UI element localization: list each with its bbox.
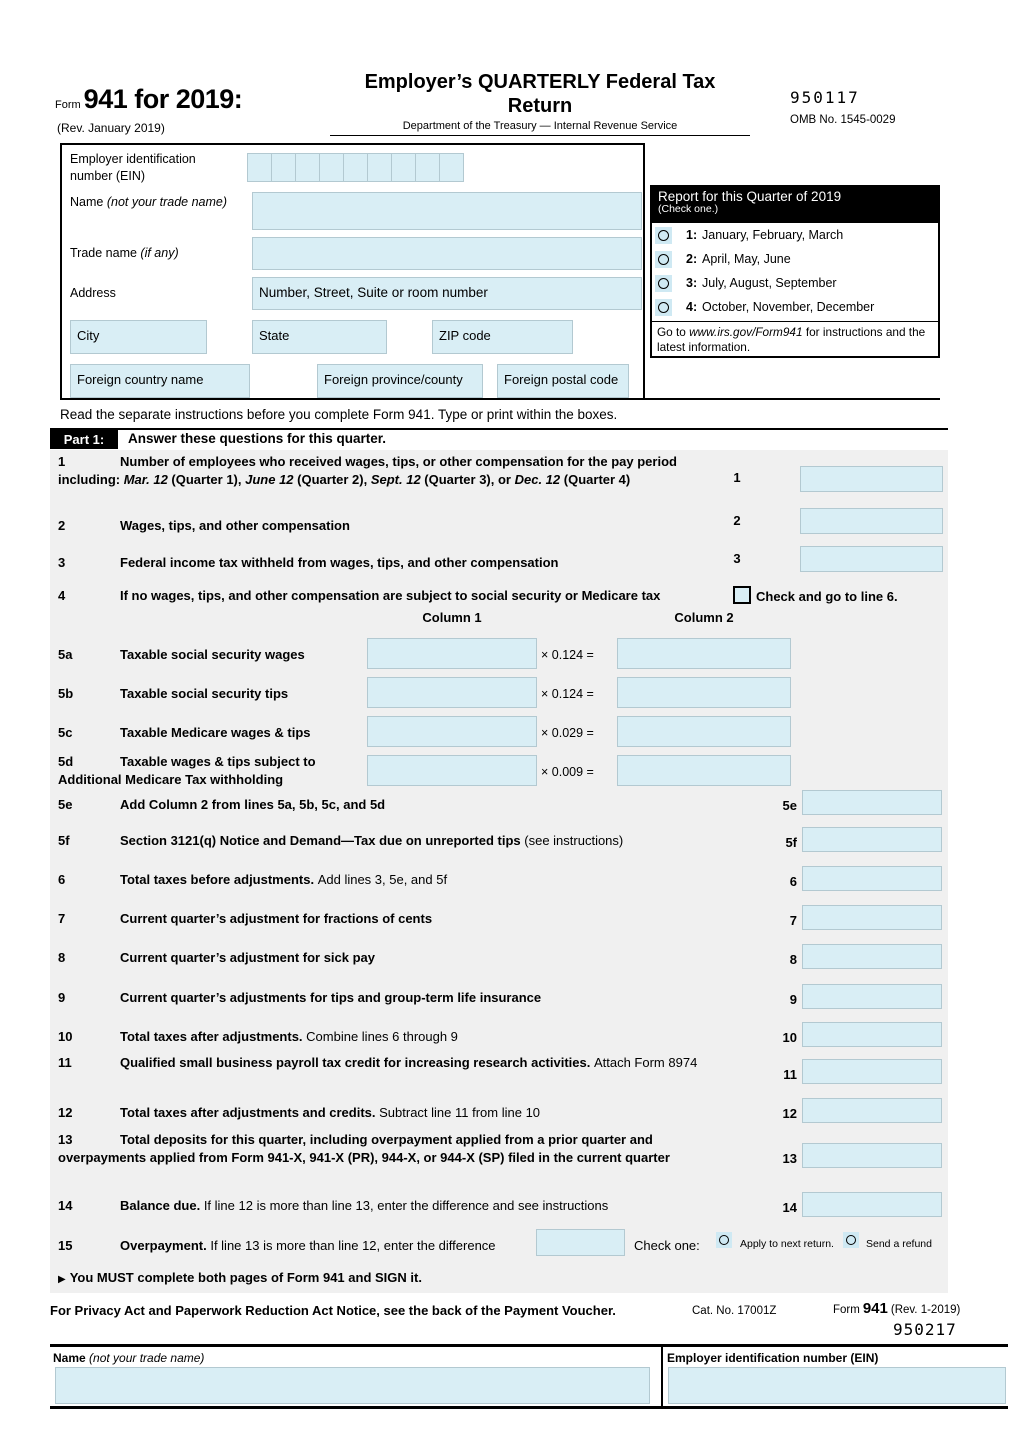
line3-label: 3 Federal income tax withheld from wages, tips, and other compensation	[58, 555, 559, 570]
line8-number: 8	[789, 952, 797, 967]
line10-label: 10 Total taxes after adjustments. Combine lines 6 through 9	[58, 1029, 458, 1044]
line11-number: 11	[783, 1067, 797, 1082]
read-instructions-line: Read the separate instructions before you complete Form 941. Type or print within the boxes.	[60, 407, 618, 422]
line15-option2-label: Send a refund	[866, 1238, 932, 1250]
line5f-label: 5f Section 3121(q) Notice and Demand—Tax due on unreported tips (see instructions)	[58, 833, 624, 848]
part1-top-rule	[50, 428, 948, 430]
line6-label: 6 Total taxes before adjustments. Add lines 3, 5e, and 5f	[58, 872, 448, 887]
irs-url[interactable]: www.irs.gov/Form941	[689, 325, 803, 339]
line3-number: 3	[733, 551, 741, 566]
radio-circle-icon[interactable]	[716, 1232, 732, 1248]
quarter-option-3[interactable]: 3: July, August, September	[652, 273, 938, 297]
radio-circle-icon[interactable]	[655, 251, 672, 268]
line4-check-label: Check and go to line 6.	[756, 589, 898, 604]
radio-circle-icon[interactable]	[655, 299, 672, 316]
page-title: Employer’s QUARTERLY Federal Tax Return	[364, 71, 716, 117]
column1-header: Column 1	[422, 610, 482, 625]
revision-date: (Rev. January 2019)	[57, 121, 165, 135]
address-input[interactable]	[252, 277, 642, 310]
line5c-label: 5c Taxable Medicare wages & tips	[58, 725, 311, 740]
radio-circle-icon[interactable]	[843, 1232, 859, 1248]
line12-number: 12	[782, 1106, 797, 1121]
line5d-col2-input[interactable]	[617, 755, 791, 786]
line12-label: 12 Total taxes after adjustments and credits. Subtract line 11 from line 10	[58, 1105, 541, 1120]
bottom-strip-bottom-rule	[50, 1406, 1008, 1409]
line13-label: 13 Total deposits for this quarter, including overpayment applied from a prior quarter and overpayments applied from Form 941-X, 941-X (PR), 944-X, or 944-X (SP) filed in the current quarter	[58, 1132, 670, 1165]
address-label: Address	[70, 286, 116, 300]
line5a-col2-input[interactable]	[617, 638, 791, 669]
line5d-col1-input[interactable]	[367, 755, 537, 786]
line7-label: 7 Current quarter’s adjustment for fractions of cents	[58, 911, 433, 926]
line3-input[interactable]	[800, 546, 943, 572]
line10-number: 10	[782, 1030, 797, 1045]
ein-digit-box[interactable]	[367, 153, 392, 182]
department-line: Department of the Treasury — Internal Revenue Service	[330, 120, 750, 136]
line6-number: 6	[789, 874, 797, 889]
line11-label: 11 Qualified small business payroll tax credit for increasing research activities. Attach Form 8974	[58, 1055, 698, 1070]
line5a-label: 5a Taxable social security wages	[58, 647, 305, 662]
line10-input[interactable]	[802, 1022, 942, 1047]
line12-input[interactable]	[802, 1098, 942, 1123]
line15-check-one-label: Check one:	[634, 1238, 700, 1253]
line5b-col2-input[interactable]	[617, 677, 791, 708]
name-label: Name (not your trade name)	[70, 195, 228, 209]
line11-input[interactable]	[802, 1059, 942, 1084]
zip-input[interactable]: ZIP code	[432, 320, 573, 354]
bottom-name-input[interactable]	[55, 1367, 650, 1404]
line14-input[interactable]	[802, 1192, 942, 1217]
line7-input[interactable]	[802, 905, 942, 930]
part1-label: Part 1:	[50, 430, 118, 449]
ein-digit-box[interactable]	[343, 153, 368, 182]
ein-label: Employer identification number (EIN)	[70, 152, 196, 183]
foreign-province-input[interactable]: Foreign province/county	[317, 364, 483, 398]
radio-circle-icon[interactable]	[655, 275, 672, 292]
line5e-number: 5e	[782, 798, 797, 813]
ocr-code-bottom: 950217	[893, 1320, 957, 1339]
quarter-panel-header: Report for this Quarter of 2019 (Check one.)	[652, 187, 938, 223]
line13-input[interactable]	[802, 1143, 942, 1168]
address-placeholder: Number, Street, Suite or room number	[259, 285, 488, 300]
quarter-panel-footer: Go to www.irs.gov/Form941 for instructions and the latest information.	[652, 321, 938, 359]
line15-input[interactable]	[536, 1229, 625, 1256]
line5e-label: 5e Add Column 2 from lines 5a, 5b, 5c, and 5d	[58, 797, 386, 812]
column2-header: Column 2	[674, 610, 734, 625]
line13-number: 13	[782, 1151, 797, 1166]
form-footer-id: Form 941 (Rev. 1-2019)	[833, 1300, 961, 1317]
quarter-option-4[interactable]: 4: October, November, December	[652, 297, 938, 321]
employer-info-box	[60, 143, 645, 400]
ein-digit-box[interactable]	[319, 153, 344, 182]
line5b-label: 5b Taxable social security tips	[58, 686, 289, 701]
line4-checkbox-icon[interactable]	[733, 586, 751, 604]
line5a-col1-input[interactable]	[367, 638, 537, 669]
trade-name-label: Trade name (if any)	[70, 246, 179, 260]
line5e-input[interactable]	[802, 790, 942, 815]
line5f-input[interactable]	[802, 827, 942, 852]
line7-number: 7	[789, 913, 797, 928]
line9-label: 9 Current quarter’s adjustments for tips and group-term life insurance	[58, 990, 542, 1005]
line5b-col1-input[interactable]	[367, 677, 537, 708]
line8-input[interactable]	[802, 944, 942, 969]
bottom-name-label: Name (not your trade name)	[53, 1351, 205, 1365]
bottom-strip-top-rule	[50, 1344, 1008, 1347]
ein-digit-box[interactable]	[391, 153, 416, 182]
ein-digit-box[interactable]	[295, 153, 320, 182]
line2-input[interactable]	[800, 508, 943, 534]
ein-digit-box[interactable]	[247, 153, 272, 182]
bottom-strip-divider	[661, 1344, 663, 1409]
ein-digit-box[interactable]	[271, 153, 296, 182]
arrow-right-icon: ▶	[58, 1274, 66, 1285]
ein-digit-box[interactable]	[439, 153, 464, 182]
line5c-col2-input[interactable]	[617, 716, 791, 747]
line5c-col1-input[interactable]	[367, 716, 537, 747]
line2-label: 2 Wages, tips, and other compensation	[58, 518, 350, 533]
line14-label: 14 Balance due. If line 12 is more than line 13, enter the difference and see instructions	[58, 1198, 609, 1213]
line2-number: 2	[733, 513, 741, 528]
radio-circle-icon[interactable]	[655, 227, 672, 244]
ocr-code-top: 950117	[790, 88, 860, 107]
line9-input[interactable]	[802, 984, 942, 1009]
city-input[interactable]: City	[70, 320, 207, 354]
form-number: 941 for 2019:	[83, 84, 243, 114]
foreign-country-input[interactable]: Foreign country name	[70, 364, 250, 398]
title-block	[330, 70, 750, 136]
form-word: Form	[55, 99, 81, 111]
line6-input[interactable]	[802, 866, 942, 891]
line5a-multiplier: × 0.124 =	[541, 648, 594, 662]
quarter-select-panel	[650, 185, 940, 358]
bottom-ein-label: Employer identification number (EIN)	[667, 1351, 879, 1365]
trade-name-input[interactable]	[252, 237, 642, 270]
line5b-multiplier: × 0.124 =	[541, 687, 594, 701]
form-identifier	[55, 84, 242, 115]
line1-number: 1	[733, 470, 741, 485]
line9-number: 9	[789, 992, 797, 1007]
catalog-number: Cat. No. 17001Z	[692, 1305, 777, 1317]
line8-label: 8 Current quarter’s adjustment for sick pay	[58, 950, 376, 965]
quarter-option-1[interactable]: 1: January, February, March	[652, 225, 938, 249]
part1-heading: Answer these questions for this quarter.	[128, 431, 387, 446]
privacy-notice: For Privacy Act and Paperwork Reduction Act Notice, see the back of the Payment Voucher.	[50, 1303, 616, 1318]
ein-digit-box[interactable]	[415, 153, 440, 182]
line15-label: 15 Overpayment. If line 13 is more than line 12, enter the difference	[58, 1238, 496, 1253]
foreign-postal-input[interactable]: Foreign postal code	[497, 364, 629, 398]
line5f-number: 5f	[785, 835, 797, 850]
state-input[interactable]: State	[252, 320, 387, 354]
line15-option1-label: Apply to next return.	[740, 1238, 834, 1250]
line1-input[interactable]	[800, 466, 943, 492]
must-complete-note: ▶ You MUST complete both pages of Form 941 and SIGN it.	[58, 1270, 422, 1285]
line4-label: 4 If no wages, tips, and other compensation are subject to social security or Medicare tax	[58, 588, 661, 603]
line1-label: 1 Number of employees who received wages, tips, or other compensation for the pay period including: Mar. 12 (Quarter 1), June 12 (Quarter 2), Sept. 12 (Quarter 3), or Dec. 12 (Quarter 4)	[58, 454, 677, 487]
line14-number: 14	[782, 1200, 797, 1215]
omb-number: OMB No. 1545-0029	[790, 114, 896, 126]
line5c-multiplier: × 0.029 =	[541, 726, 594, 740]
bottom-ein-input[interactable]	[668, 1367, 1006, 1404]
line5d-label: 5d Taxable wages & tips subject to Additional Medicare Tax withholding	[58, 754, 316, 787]
employer-box-bottom-rule	[60, 398, 940, 400]
name-input[interactable]	[252, 192, 642, 230]
quarter-option-2[interactable]: 2: April, May, June	[652, 249, 938, 273]
ein-input-boxes[interactable]	[247, 153, 463, 182]
line5d-multiplier: × 0.009 =	[541, 765, 594, 779]
